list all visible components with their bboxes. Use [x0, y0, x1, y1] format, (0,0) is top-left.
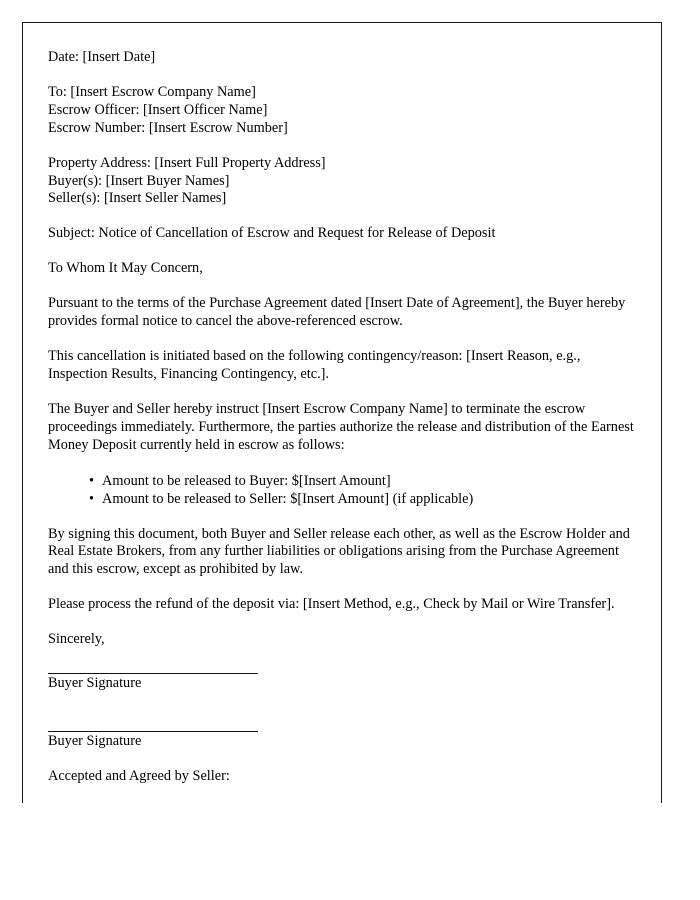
property-block: [48, 155, 634, 209]
paragraph-text: By signing this document, both Buyer and Seller release each other, as well as the Escrow Holder and Real Estate Brokers, from any further liabilities or obligations arising from the Purchase Agreement and this escrow, except as prohibited by law.: [48, 525, 630, 578]
escrow-officer-line: Escrow Officer: [Insert Officer Name]: [48, 101, 268, 118]
paragraph-cancellation-reason: [48, 348, 634, 384]
document-body: [48, 49, 634, 786]
salutation-line: To Whom It May Concern,: [48, 260, 203, 277]
signature-block-buyer-2: [48, 731, 634, 751]
buyers-line: Buyer(s): [Insert Buyer Names]: [48, 172, 230, 189]
list-item-label: Amount to be released to Seller: $[Insert Amount] (if applicable): [102, 491, 474, 507]
paragraph-pursuant: [48, 295, 634, 331]
property-address-line: Property Address: [Insert Full Property Address]: [48, 154, 326, 171]
paragraph-text: Please process the refund of the deposit via: [Insert Method, e.g., Check by Mail or Wire Transfer].: [48, 596, 615, 613]
list-item: [89, 490, 634, 509]
signature-block-buyer-1: [48, 673, 634, 693]
signature-label: Buyer Signature: [48, 732, 142, 749]
signature-line[interactable]: [48, 731, 258, 732]
signature-line[interactable]: [48, 673, 258, 674]
date-line: Date: [Insert Date]: [48, 49, 156, 65]
amount-list: [48, 472, 634, 509]
acceptance-block: [48, 768, 634, 786]
signature-spacer: [48, 693, 634, 710]
list-item: [89, 472, 634, 491]
sellers-line: Seller(s): [Insert Seller Names]: [48, 190, 227, 207]
list-item-label: Amount to be released to Buyer: $[Insert Amount]: [102, 472, 391, 489]
closing-block: [48, 631, 634, 649]
date-block: [48, 49, 634, 67]
recipient-company-line: To: [Insert Escrow Company Name]: [48, 83, 256, 100]
paragraph-text: This cancellation is initiated based on the following contingency/reason: [Insert Reason, e.g., Inspection Results, Financing Contingency, etc.].: [48, 347, 581, 382]
escrow-number-line: Escrow Number: [Insert Escrow Number]: [48, 119, 288, 136]
recipient-block: [48, 84, 634, 138]
document-page: [22, 22, 662, 803]
paragraph-text: The Buyer and Seller hereby instruct [Insert Escrow Company Name] to terminate the escrow proceedings immediately. Furthermore, the parties authorize the release and distribution of the Earnest Money Deposit currently held in escrow as follows:: [48, 400, 634, 453]
subject-line: Subject: Notice of Cancellation of Escrow and Request for Release of Deposit: [48, 225, 496, 242]
salutation-block: [48, 260, 634, 278]
closing-line: Sincerely,: [48, 631, 105, 648]
paragraph-release: [48, 526, 634, 580]
acceptance-line: Accepted and Agreed by Seller:: [48, 767, 230, 784]
paragraph-instruction: [48, 401, 634, 455]
bullet-icon: •: [89, 472, 95, 489]
paragraph-text: Pursuant to the terms of the Purchase Agreement dated [Insert Date of Agreement], the Buyer hereby provides formal notice to cancel the above-referenced escrow.: [48, 295, 626, 330]
signature-label: Buyer Signature: [48, 675, 142, 692]
bullet-icon: •: [89, 491, 95, 507]
subject-block: [48, 225, 634, 243]
paragraph-refund-method: [48, 596, 634, 614]
